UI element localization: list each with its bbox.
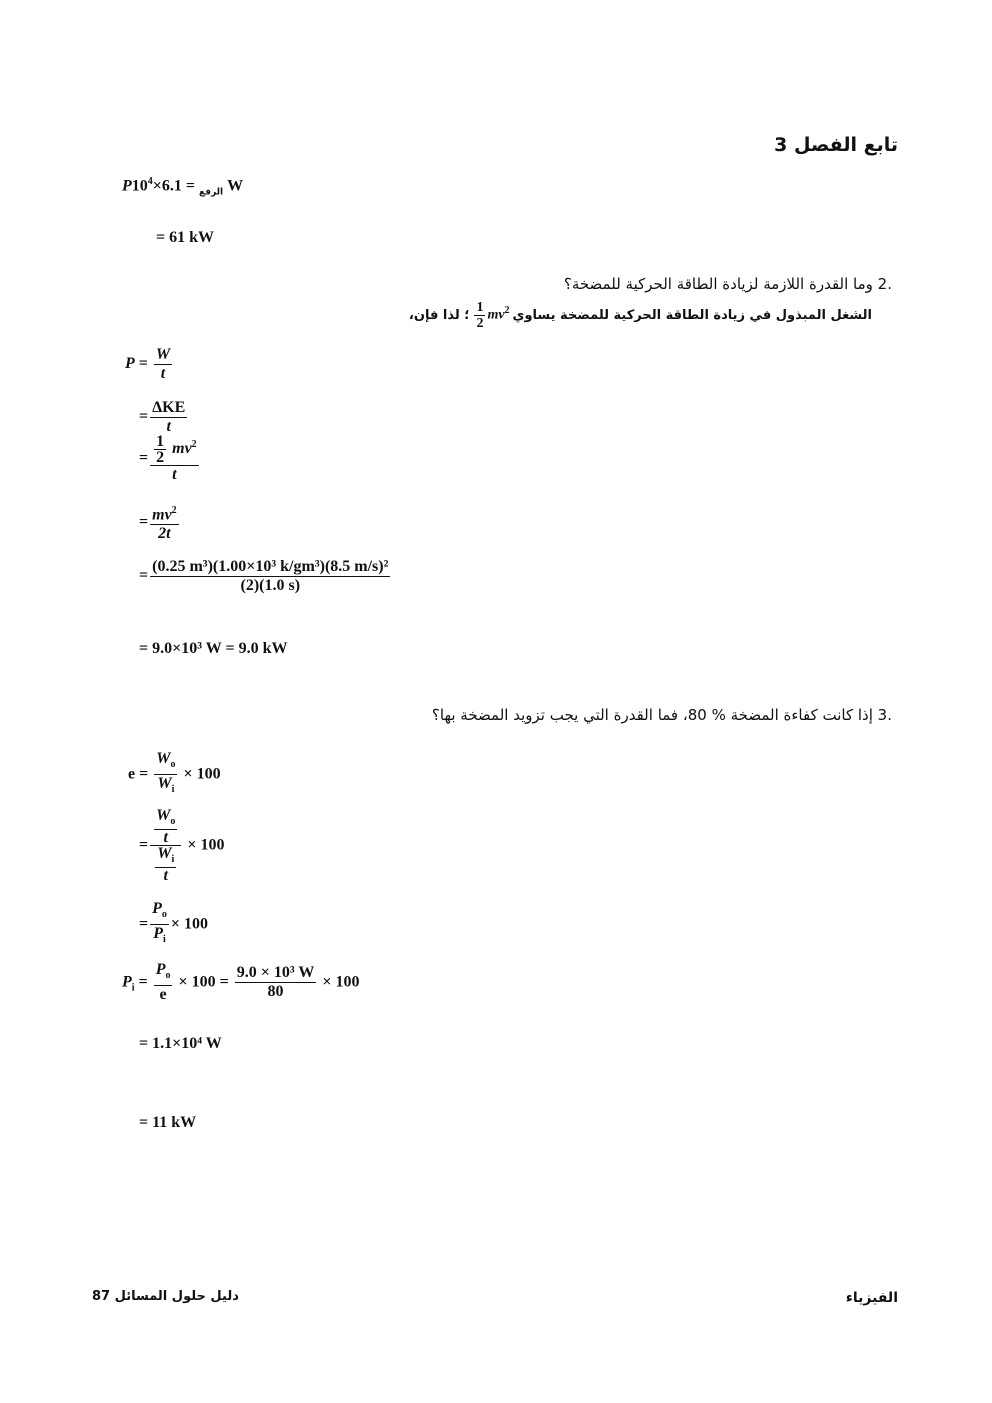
eq-half-mv2-t: = $\frac{1}{2}$ $mv^2$ t [139,433,197,483]
lift-subscript: الرفع [199,187,224,198]
lift-unit: W [223,177,244,195]
half-mv2: $\frac{1}{2}$ $mv^2$ [476,300,510,331]
eq-substitution: = $\frac{\text{(0.25 m³)(1.00×10³ k/gm³)(8.5 m/s)²}}{(2)(1.0 s)}$ [139,558,389,594]
eq-efficiency-p: = $\frac{P_o}{P_i}$ × 100 [139,900,209,946]
explanation-post: ؛ لذا فإن، [408,308,470,323]
eq-q2-result: = 9.0×10³ W = 9.0 kW [139,640,288,657]
eq-efficiency-w: e = $\frac{W_o}{W_i}$ × 100 [128,750,221,796]
eq-q3-result2: = 11 kW [139,1114,197,1131]
question-2-explanation [409,300,872,331]
explanation-pre: الشغل المبذول في زيادة الطاقة الحركية للمضخة يساوي [512,308,872,323]
question-3: .3 إذا كانت كفاءة المضخة % 80، فما القدرة التي يجب تزويد المضخة بها؟ [431,706,892,724]
eq-p-w-t: P = $\frac{W}{t}$ [125,346,171,382]
lift-power-line1 [122,176,243,198]
footer-left: دليل حلول المسائل 87 [92,1289,239,1304]
eq-input-power: $P_i$ = $\frac{P_o}{e}$ × 100 = $\frac{\text{9.0 × 10³ W}}{80}$ × 100 [122,961,360,1004]
question-2: .2 وما القدرة اللازمة لزيادة الطاقة الحركية للمضخة؟ [563,275,892,293]
lift-value: = 6.1×10 [131,177,196,195]
eq-q3-result1: = 1.1×10⁴ W [139,1035,222,1052]
eq-mv2-2t: = $\frac{mv^2}{2t}$ [139,502,181,543]
eq-dke-t: = $\frac{\text{ΔKE}}{t}$ [139,399,186,435]
footer-right: الفيزياء [845,1290,898,1306]
power-symbol: P [122,177,132,195]
lift-power-line2: = 61 kW [156,229,215,246]
lift-exp: 4 [147,176,153,187]
chapter-title: تابع الفصل 3 [774,134,898,156]
eq-efficiency-w-over-t: = $\frac{\frac{W_o}{t}}{\frac{W_i}{t}}$ × 100 [139,807,225,885]
